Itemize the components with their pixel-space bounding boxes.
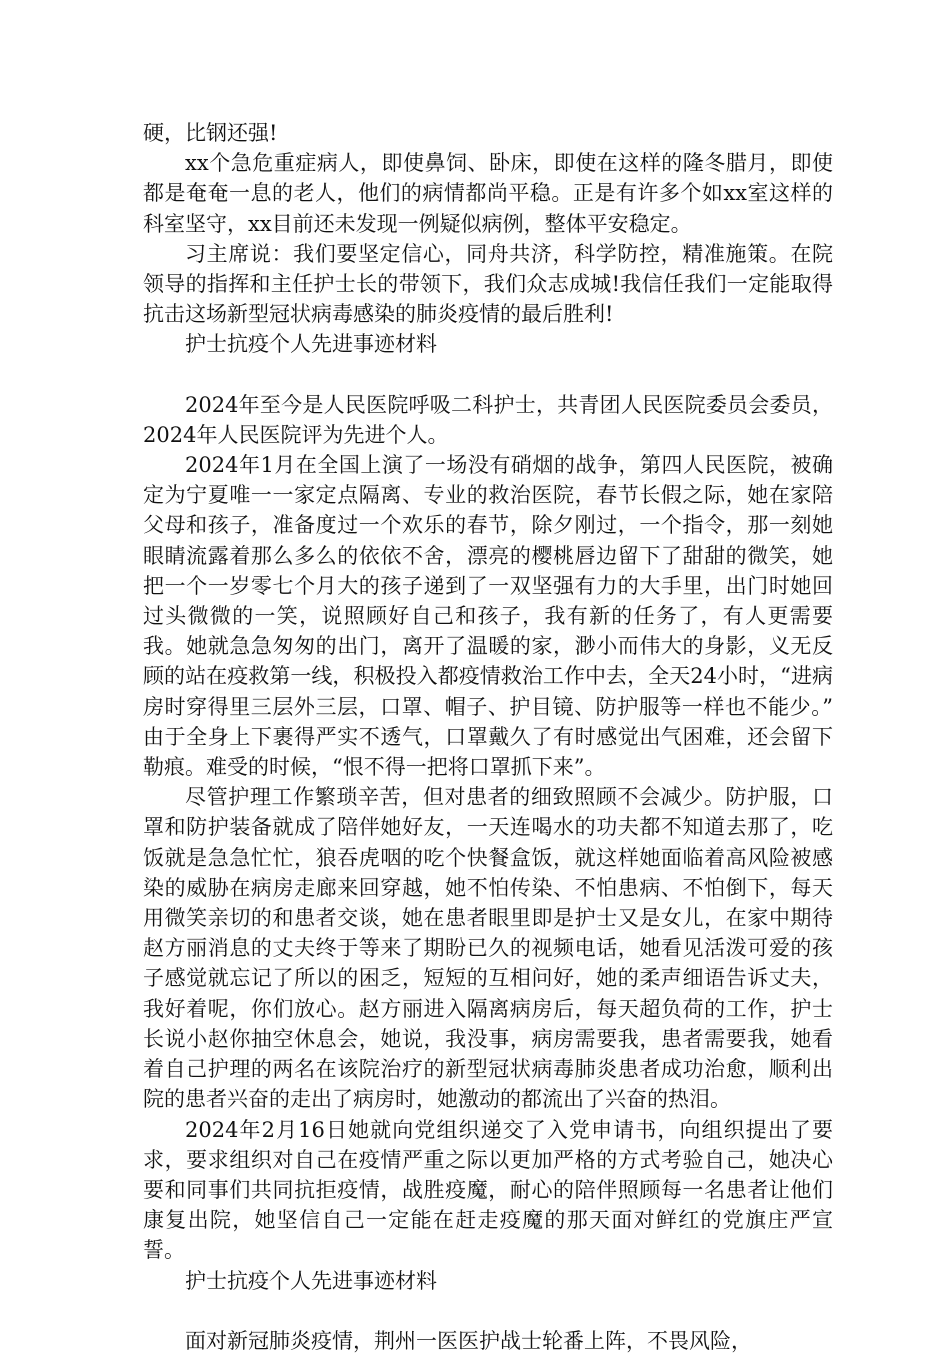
paragraph-party-application: 2024年2月16日她就向党组织递交了入党申请书，向组织提出了要求，要求组织对自己在疫情严重之际以更加严格的方式考验自己，她决心要和同事们共同抗拒疫情，战胜疫魔，耐心的陪伴照顾每一名患者让他们康复出院，她坚信自己一定能在赶走疫魔的那天面对鲜红的党旗庄严宣誓。 — [143, 1117, 833, 1263]
paragraph-january-story: 2024年1月在全国上演了一场没有硝烟的战争，第四人民医院，被确定为宁夏唯一一家定点隔离、专业的救治医院，春节长假之际，她在家陪父母和孩子，准备度过一个欢乐的春节，除夕刚过，一个指令，那一刻她眼睛流露着那么多么的依依不舍，漂亮的樱桃唇边留下了甜甜的微笑，她把一个一岁零七个月大的孩子递到了一双坚强有力的大手里，出门时她回过头微微的一笑，说照顾好自己和孩子，我有新的任务了，有人更需要我。她就急急匆匆的出门，离开了温暖的家，渺小而伟大的身影，义无反顾的站在疫救第一线，积极投入都疫情救治工作中去，全天24小时，“进病房时穿得里三层外三层，口罩、帽子、护目镜、防护服等一样也不能少。” 由于全身上下裹得严实不透气，口罩戴久了有时感觉出气困难，还会留下勒痕。难受的时候，“恨不得一把将口罩抓下来”。 — [143, 453, 833, 780]
paragraph-patients-stable: xx个急危重症病人，即使鼻饲、卧床，即使在这样的隆冬腊月，即使都是奄奄一息的老人，他们的病情都尚平稳。正是有许多个如xx室这样的科室坚守，xx目前还未发现一例疑似病例，整体平安稳定。 — [143, 151, 833, 236]
paragraph-confidence-quote: 习主席说：我们要坚定信心，同舟共济，科学防控，精准施策。在院领导的指挥和主任护士长的带领下，我们众志成城!我信任我们一定能取得抗击这场新型冠状病毒感染的肺炎疫情的最后胜利! — [143, 241, 833, 327]
blank-line — [143, 1296, 833, 1326]
document-page — [143, 118, 833, 1356]
paragraph-jingzhou-start: 面对新冠肺炎疫情，荆州一医医护战士轮番上阵，不畏风险， — [185, 1328, 752, 1353]
blank-line — [143, 360, 833, 390]
paragraph-intro: 2024年至今是人民医院呼吸二科护士，共青团人民医院委员会委员，2024年人民医院评为先进个人。 — [143, 392, 833, 447]
paragraph-nursing-work: 尽管护理工作繁琐辛苦，但对患者的细致照顾不会减少。防护服，口罩和防护装备就成了陪伴她好友，一天连喝水的功夫都不知道去那了，吃饭就是急急忙忙，狼吞虎咽的吃个快餐盒饭，就这样她面临着高风险被感染的威胁在病房走廊来回穿越，她不怕传染、不怕患病、不怕倒下，每天用微笑亲切的和患者交谈，她在患者眼里即是护士又是女儿，在家中期待赵方丽消息的丈夫终于等来了期盼已久的视频电话，她看见活泼可爱的孩子感觉就忘记了所以的困乏，短短的互相问好，她的柔声细语告诉丈夫，我好着呢，你们放心。赵方丽进入隔离病房后，每天超负荷的工作，护士长说小赵你抽空休息会，她说，我没事，病房需要我，患者需要我，她看着自己护理的两名在该院治疗的新型冠状病毒肺炎患者成功治愈，顺利出院的患者兴奋的走出了病房时，她激动的都流出了兴奋的热泪。 — [143, 785, 833, 1112]
section-title: 护士抗疫个人先进事迹材料 — [185, 332, 437, 357]
paragraph-continuation: 硬，比钢还强! — [143, 121, 278, 145]
section-title: 护士抗疫个人先进事迹材料 — [185, 1268, 437, 1293]
